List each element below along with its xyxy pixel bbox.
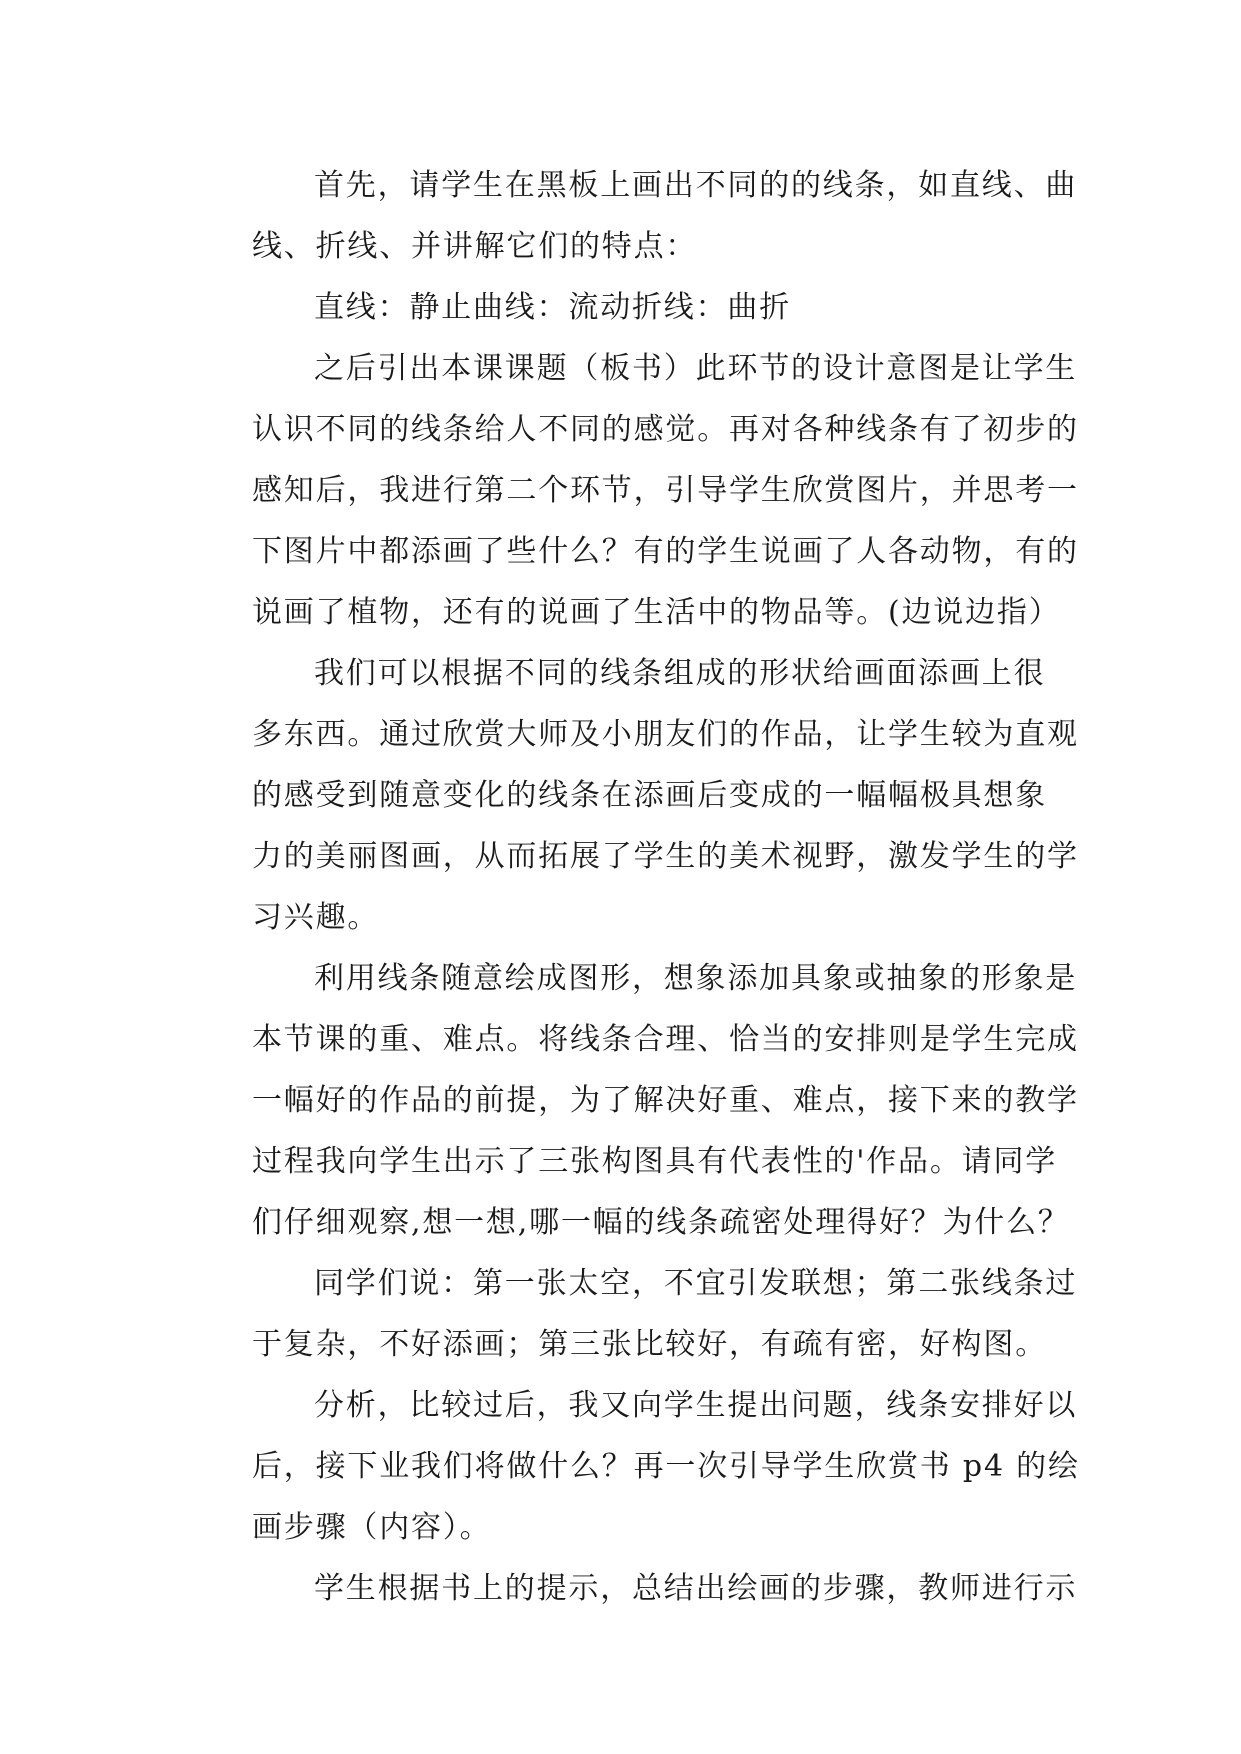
text-line: 首先，请学生在黑板上画出不同的的线条，如直线、曲 bbox=[314, 168, 1078, 203]
paragraph bbox=[190, 338, 1079, 643]
text-line: 说画了植物，还有的说画了生活中的物品等。(边说边指） bbox=[252, 595, 1061, 630]
text-line: 于复杂，不好添画；第三张比较好，有疏有密，好构图。 bbox=[252, 1327, 1047, 1362]
text-line: 力的美丽图画，从而拓展了学生的美术视野，激发学生的学 bbox=[252, 839, 1079, 874]
text-line: 感知后，我进行第二个环节，引导学生欣赏图片，并思考一 bbox=[252, 473, 1079, 508]
text-line: 后，接下业我们将做什么？再一次引导学生欣赏书 p4 的绘 bbox=[252, 1449, 1080, 1484]
document-page bbox=[190, 155, 1080, 1619]
text-line: 直线：静止曲线：流动折线：曲折 bbox=[314, 290, 791, 325]
text-line: 画步骤（内容）。 bbox=[252, 1510, 492, 1545]
paragraph bbox=[190, 948, 1079, 1253]
text-line: 下图片中都添画了些什么？有的学生说画了人各动物，有的 bbox=[252, 534, 1079, 569]
text-line: 之后引出本课课题（板书）此环节的设计意图是让学生 bbox=[314, 351, 1078, 386]
text-line: 一幅好的作品的前提，为了解决好重、难点，接下来的教学 bbox=[252, 1083, 1079, 1118]
text-line: 多东西。通过欣赏大师及小朋友们的作品，让学生较为直观 bbox=[252, 717, 1079, 752]
text-line: 的感受到随意变化的线条在添画后变成的一幅幅极具想象 bbox=[252, 778, 1047, 813]
text-line: 我们可以根据不同的线条组成的形状给画面添画上很 bbox=[314, 656, 1046, 691]
paragraph bbox=[190, 1558, 1078, 1619]
paragraph bbox=[190, 155, 1078, 277]
text-line: 利用线条随意绘成图形，想象添加具象或抽象的形象是 bbox=[314, 961, 1078, 996]
text-line: 习兴趣。 bbox=[252, 900, 380, 935]
text-line: 同学们说：第一张太空，不宜引发联想；第二张线条过 bbox=[314, 1266, 1078, 1301]
paragraph bbox=[190, 1375, 1080, 1558]
text-line: 学生根据书上的提示，总结出绘画的步骤，教师进行示 bbox=[314, 1571, 1078, 1606]
text-line: 本节课的重、难点。将线条合理、恰当的安排则是学生完成 bbox=[252, 1022, 1079, 1057]
paragraph bbox=[190, 643, 1079, 948]
text-line: 们仔细观察,想一想,哪一幅的线条疏密处理得好？为什么？ bbox=[252, 1205, 1070, 1240]
paragraph bbox=[190, 277, 1052, 338]
text-line: 分析，比较过后，我又向学生提出问题，线条安排好以 bbox=[314, 1388, 1078, 1423]
text-line: 过程我向学生出示了三张构图具有代表性的'作品。请同学 bbox=[252, 1144, 1058, 1179]
text-line: 认识不同的线条给人不同的感觉。再对各种线条有了初步的 bbox=[252, 412, 1079, 447]
text-line: 线、折线、并讲解它们的特点： bbox=[252, 229, 698, 264]
paragraph bbox=[190, 1253, 1078, 1375]
